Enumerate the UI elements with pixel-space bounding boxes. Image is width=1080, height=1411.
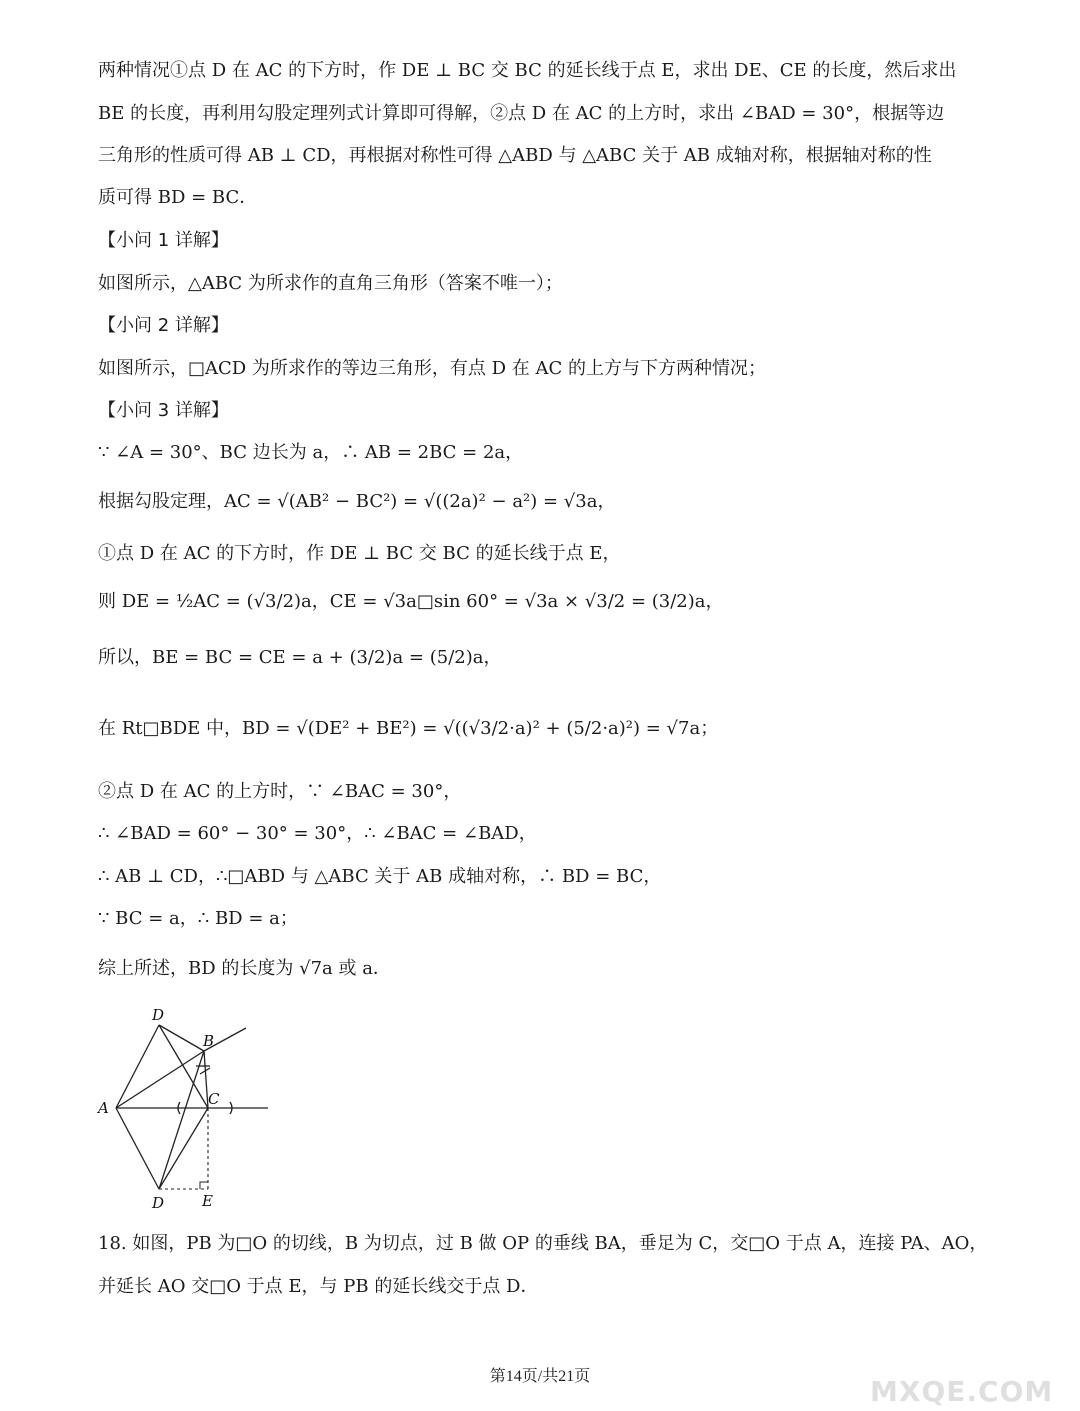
label-a: A — [98, 1099, 109, 1117]
problem-line: 并延长 AO 交□O 于点 E，与 PB 的延长线交于点 D． — [98, 1276, 539, 1297]
label-c: C — [208, 1090, 220, 1108]
section-heading: 【小问 2 详解】 — [98, 315, 229, 336]
page-number: 第14页/共21页 — [489, 1368, 591, 1385]
label-d-top: D — [152, 1006, 165, 1024]
watermark-text: MXQE.COM — [870, 1375, 1054, 1408]
right-angle-mark — [200, 1182, 208, 1189]
geometry-figure — [96, 1006, 276, 1216]
text-line: ②点 D 在 AC 的上方时，∵ ∠BAC = 30°， — [98, 781, 462, 802]
label-b: B — [203, 1032, 215, 1050]
text-line: 如图所示，△ABC 为所求作的直角三角形（答案不唯一）； — [98, 273, 563, 294]
text-line: 质可得 BD = BC． — [98, 187, 258, 208]
segment-ad-lower — [116, 1108, 159, 1189]
section-heading: 【小问 1 详解】 — [98, 230, 229, 251]
segment-db-lower — [159, 1051, 204, 1189]
text-line: ①点 D 在 AC 的下方时，作 DE ⊥ BC 交 BC 的延长线于点 E， — [98, 543, 621, 564]
formula-line: 所以，BE = BC = CE = a + (3/2)a = (5/2)a， — [98, 647, 502, 668]
label-d-bottom: D — [152, 1194, 165, 1212]
text-line: 三角形的性质可得 AB ⊥ CD，再根据对称性可得 △ABD 与 △ABC 关于 AB 成轴对称，根据轴对称的性 — [98, 145, 932, 166]
formula-line: ∵ BC = a，∴ BD = a； — [98, 908, 298, 929]
formula-line: 在 Rt□BDE 中，BD = √(DE² + BE²) = √((√3/2·a)² + (5/2·a)²) = √7a； — [98, 718, 719, 739]
label-e: E — [202, 1192, 213, 1210]
text-line: 如图所示，□ACD 为所求作的等边三角形，有点 D 在 AC 的上方与下方两种情况； — [98, 358, 767, 379]
text-line: ∵ ∠A = 30°、BC 边长为 a，∴ AB = 2BC = 2a， — [98, 442, 524, 463]
formula-line: ∴ AB ⊥ CD，∴□ABD 与 △ABC 关于 AB 成轴对称，∴ BD = BC， — [98, 866, 662, 887]
problem-line: 18. 如图，PB 为□O 的切线，B 为切点，过 B 做 OP 的垂线 BA，垂足为 C，交□O 于点 A，连接 PA、AO， — [98, 1233, 988, 1254]
text-line: 综上所述，BD 的长度为 √7a 或 a． — [98, 958, 391, 979]
segment-dc-lower — [159, 1108, 208, 1189]
formula-line: 根据勾股定理，AC = √(AB² − BC²) = √((2a)² − a²) = √3a， — [98, 491, 616, 512]
text-line: 两种情况①点 D 在 AC 的下方时，作 DE ⊥ BC 交 BC 的延长线于点 E，求出 DE、CE 的长度，然后求出 — [98, 60, 957, 81]
text-line: BE 的长度，再利用勾股定理列式计算即可得解，②点 D 在 AC 的上方时，求出 ∠BAD = 30°，根据等边 — [98, 103, 945, 124]
segment-ad-upper — [116, 1025, 159, 1108]
section-heading: 【小问 3 详解】 — [98, 400, 229, 421]
segment-db — [159, 1025, 204, 1051]
formula-line: ∴ ∠BAD = 60° − 30° = 30°，∴ ∠BAC = ∠BAD， — [98, 823, 537, 844]
formula-line: 则 DE = ½AC = (√3/2)a，CE = √3a□sin 60° = √3a × √3/2 = (3/2)a， — [98, 591, 724, 612]
